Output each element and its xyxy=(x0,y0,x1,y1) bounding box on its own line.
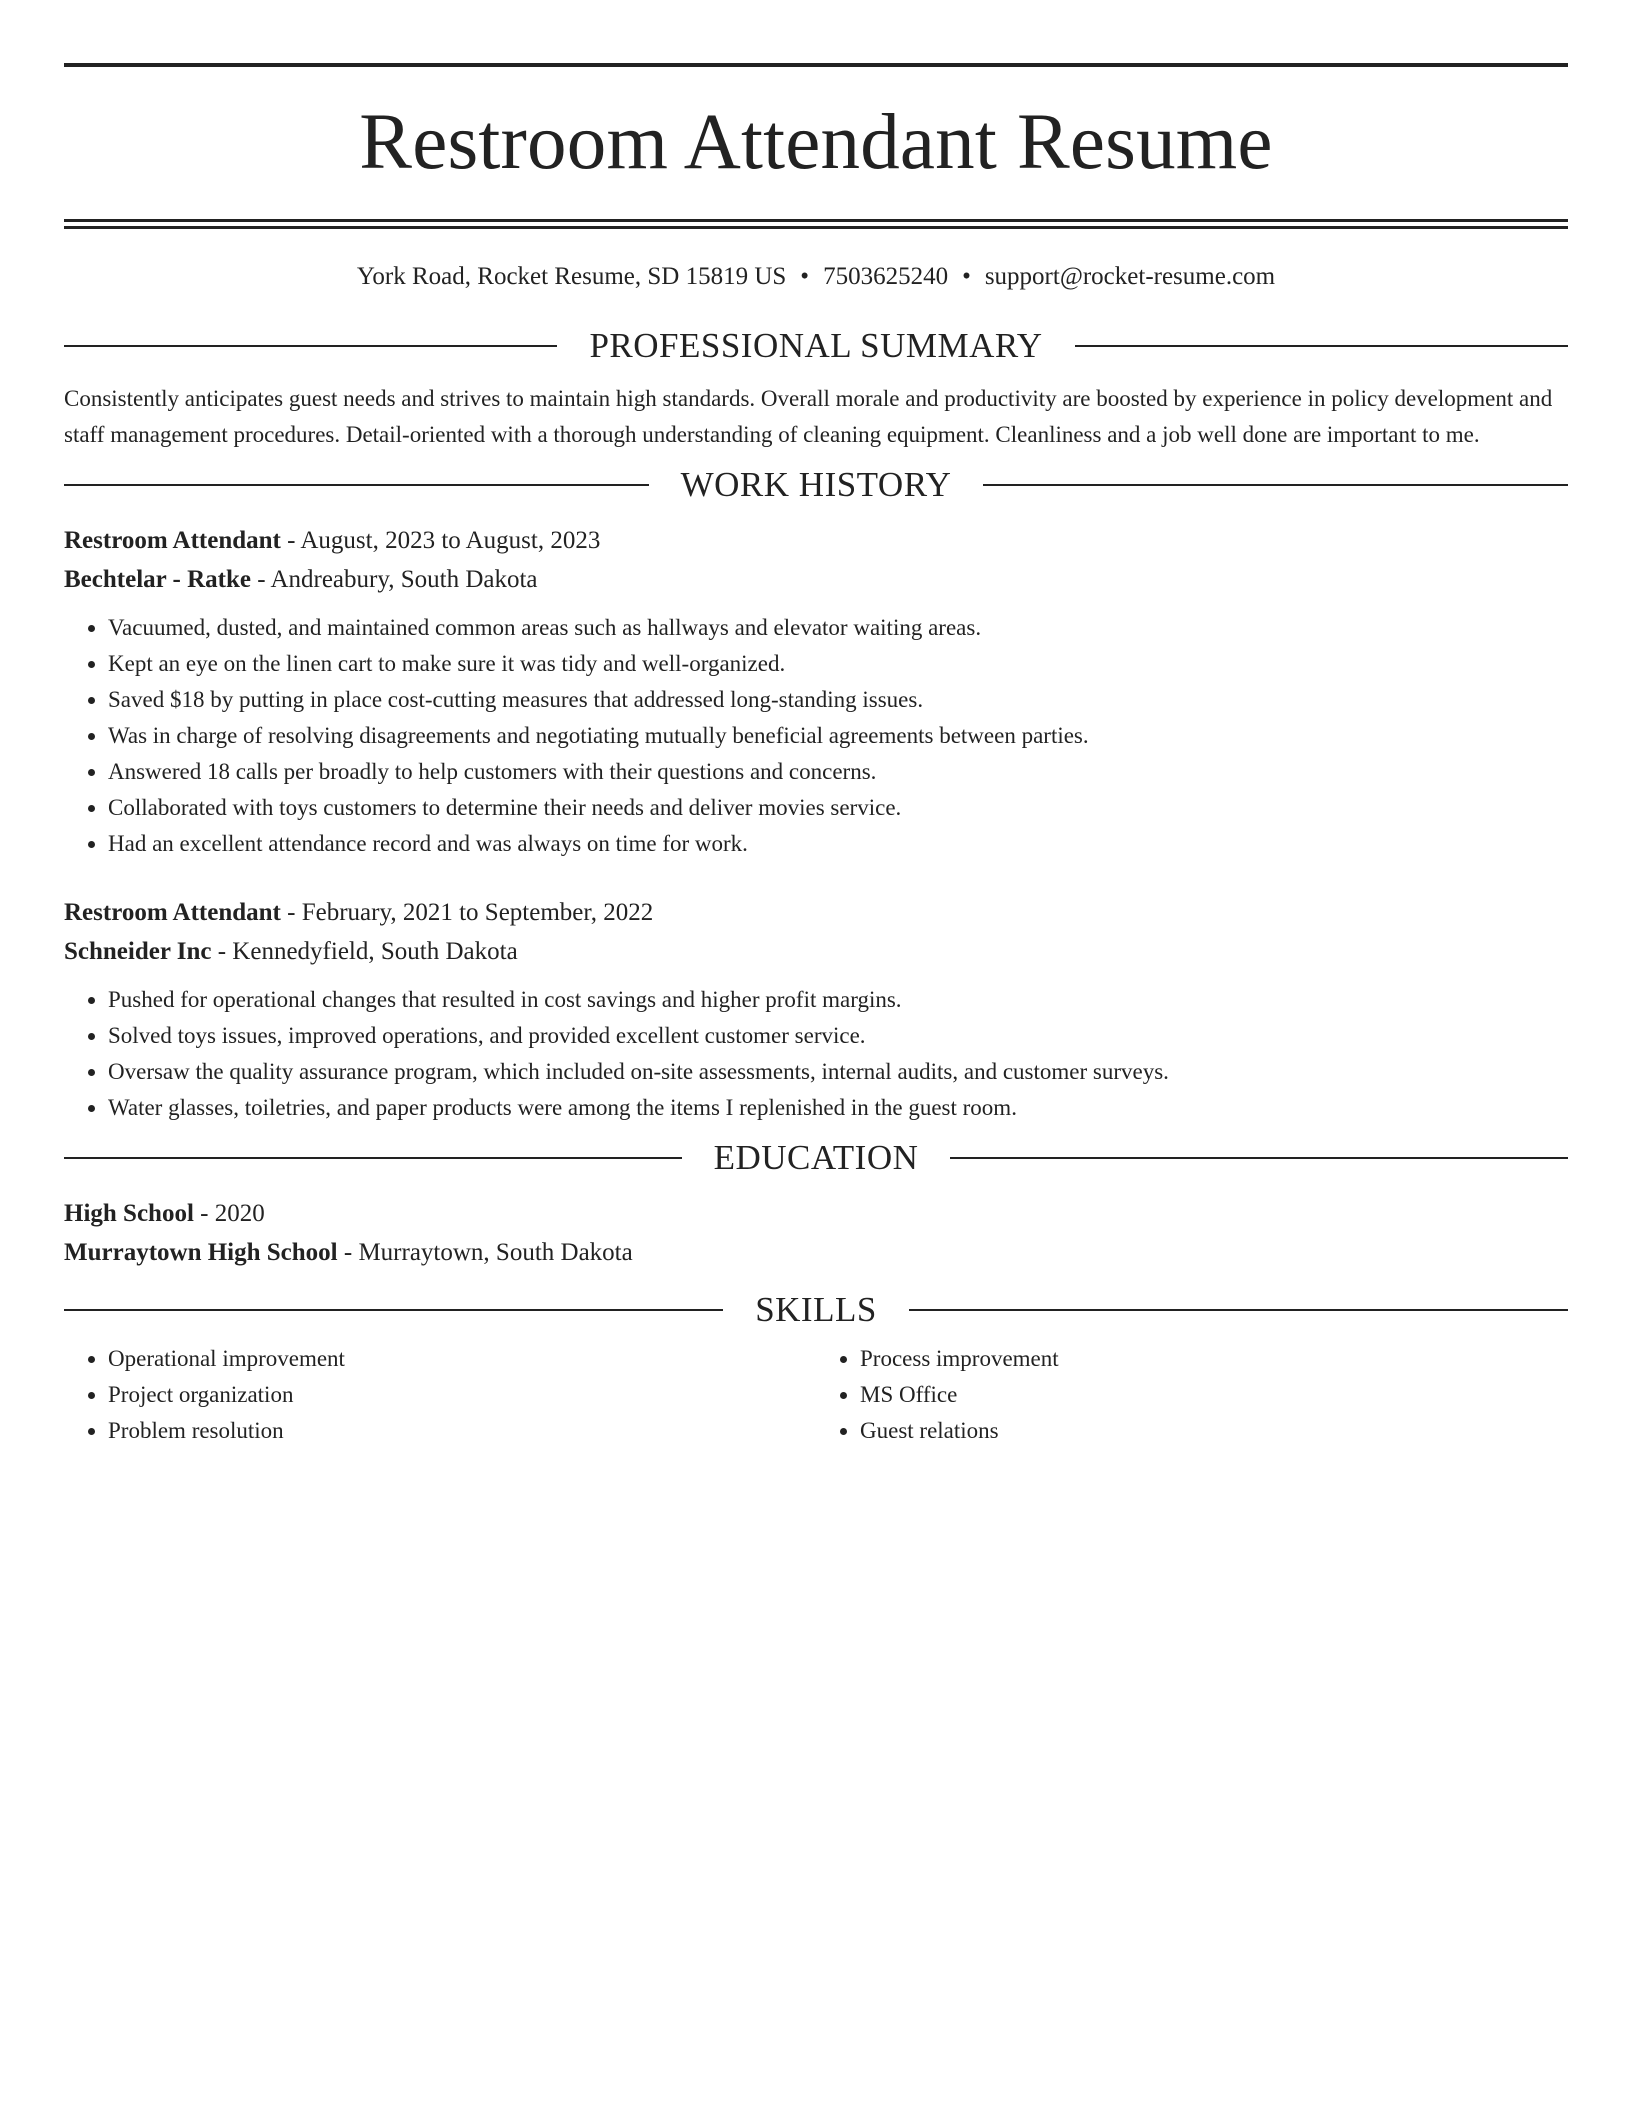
skill-item: • MS Office xyxy=(860,1377,1568,1413)
skills-section-heading xyxy=(64,1290,1568,1330)
work-entry xyxy=(64,893,1568,1126)
contact-email: support@rocket-resume.com xyxy=(984,263,1276,290)
job-location: - Andreabury, South Dakota xyxy=(257,566,538,593)
list-item: • Pushed for operational changes that resulted in cost savings and higher profit margins. xyxy=(108,982,1568,1018)
contact-phone: 7503625240 xyxy=(823,263,949,290)
job-title: Restroom Attendant xyxy=(64,899,281,926)
list-item: • Vacuumed, dusted, and maintained common areas such as hallways and elevator waiting areas. xyxy=(108,610,1568,646)
job-company-line xyxy=(64,932,1568,971)
skill-item: • Problem resolution xyxy=(108,1413,816,1449)
education-degree-line xyxy=(64,1194,1568,1233)
skills-list-left xyxy=(64,1341,816,1449)
job-location: - Kennedyfield, South Dakota xyxy=(217,938,518,965)
title-double-rule xyxy=(64,219,1568,229)
skill-item: • Guest relations xyxy=(860,1413,1568,1449)
job-title-line xyxy=(64,893,1568,932)
skills-list-right xyxy=(816,1341,1568,1449)
summary-section-heading xyxy=(64,326,1568,366)
job-title: Restroom Attendant xyxy=(64,527,281,554)
contact-separator: • xyxy=(962,263,971,290)
contact-separator: • xyxy=(800,263,810,290)
job-title-line xyxy=(64,521,1568,560)
list-item: • Water glasses, toiletries, and paper products were among the items I replenished in the guest room. xyxy=(108,1090,1568,1126)
list-item: • Answered 18 calls per broadly to help customers with their questions and concerns. xyxy=(108,754,1568,790)
job-company: Bechtelar - Ratke xyxy=(64,566,251,593)
heading-rule-left xyxy=(64,1309,723,1311)
education-location: - Murraytown, South Dakota xyxy=(343,1239,633,1266)
job-bullet-list xyxy=(64,982,1568,1126)
job-company-line xyxy=(64,560,1568,599)
heading-rule-right xyxy=(909,1309,1568,1311)
education-school: Murraytown High School xyxy=(64,1239,338,1266)
skill-item: • Operational improvement xyxy=(108,1341,816,1377)
skills-grid xyxy=(64,1341,1568,1449)
job-dates: - August, 2023 to August, 2023 xyxy=(287,527,601,554)
list-item: • Saved $18 by putting in place cost-cutting measures that addressed long-standing issues. xyxy=(108,682,1568,718)
heading-rule-left xyxy=(64,1157,682,1159)
education-school-line xyxy=(64,1233,1568,1272)
skill-item: • Process improvement xyxy=(860,1341,1568,1377)
heading-rule-right xyxy=(983,484,1568,486)
top-rule xyxy=(64,63,1568,67)
list-item: • Solved toys issues, improved operations, and provided excellent customer service. xyxy=(108,1018,1568,1054)
education-degree: High School xyxy=(64,1200,194,1227)
work-heading-label: WORK HISTORY xyxy=(680,465,952,504)
work-entry xyxy=(64,521,1568,862)
list-item: • Oversaw the quality assurance program, which included on-site assessments, internal audits, and customer surveys. xyxy=(108,1054,1568,1090)
education-year: - 2020 xyxy=(200,1200,265,1227)
contact-address: York Road, Rocket Resume, SD 15819 US xyxy=(356,263,787,290)
heading-rule-left xyxy=(64,484,649,486)
education-section-heading xyxy=(64,1138,1568,1178)
job-company: Schneider Inc xyxy=(64,938,212,965)
job-dates: - February, 2021 to September, 2022 xyxy=(287,899,654,926)
skill-item: • Project organization xyxy=(108,1377,816,1413)
resume-title: Restroom Attendant Resume xyxy=(359,99,1273,186)
heading-rule-right xyxy=(1075,345,1568,347)
list-item: • Had an excellent attendance record and was always on time for work. xyxy=(108,826,1568,862)
heading-rule-left xyxy=(64,345,557,347)
job-bullet-list xyxy=(64,610,1568,862)
list-item: • Collaborated with toys customers to determine their needs and deliver movies service. xyxy=(108,790,1568,826)
summary-text: Consistently anticipates guest needs and strives to maintain high standards. Overall morale and productivity are boosted by experience in policy development and staff management procedures. Detail-oriented with a thorough understanding of cleaning equipment. Cleanliness and a job well done are important to me. xyxy=(64,386,1553,447)
list-item: • Was in charge of resolving disagreements and negotiating mutually beneficial agreements between parties. xyxy=(108,718,1568,754)
work-section-heading xyxy=(64,465,1568,505)
contact-line xyxy=(64,261,1568,293)
skills-heading-label: SKILLS xyxy=(755,1290,877,1329)
summary-heading-label: PROFESSIONAL SUMMARY xyxy=(589,326,1043,365)
heading-rule-right xyxy=(950,1157,1568,1159)
education-heading-label: EDUCATION xyxy=(713,1138,919,1177)
list-item: • Kept an eye on the linen cart to make sure it was tidy and well-organized. xyxy=(108,646,1568,682)
education-entry xyxy=(64,1194,1568,1272)
